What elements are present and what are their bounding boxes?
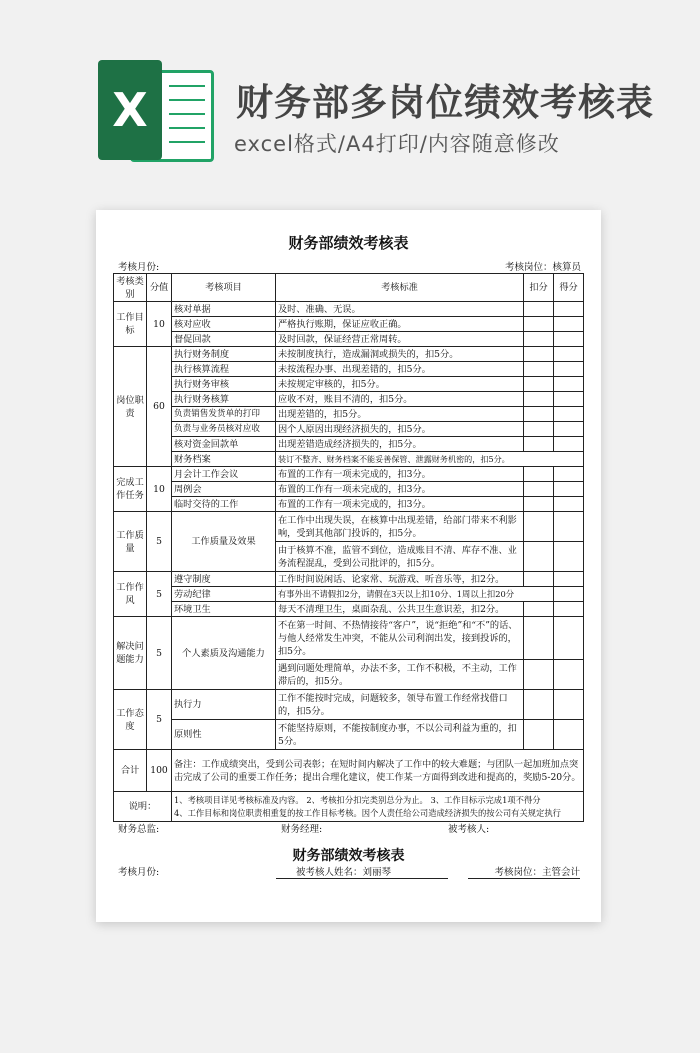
total-label: 合计: [114, 750, 147, 792]
deduct-cell[interactable]: [524, 720, 554, 750]
table-row: [114, 572, 584, 587]
got-cell[interactable]: [554, 602, 584, 617]
standard-cell: 有事外出不请假扣2分，请假在3天以上扣10分、1周以上扣20分: [276, 587, 554, 602]
post-label: 考核岗位：核算员: [504, 262, 581, 273]
standard-cell: 出现差错造成经济损失的，扣5分。: [276, 437, 524, 452]
deduct-cell[interactable]: [524, 617, 554, 660]
standard-cell: 工作时间说闲话、论家常、玩游戏、听音乐等，扣2分。: [276, 572, 524, 587]
got-cell[interactable]: [554, 587, 584, 602]
item-cell: 环境卫生: [172, 602, 276, 617]
standard-cell: 遇到问题处理简单，办法不多，工作不积极，不主动，工作滞后的，扣5分。: [276, 660, 524, 690]
table-row: [114, 452, 584, 467]
deduct-cell[interactable]: [524, 542, 554, 572]
col-category-header: 考核类别: [114, 274, 147, 302]
item-cell: 执行财务制度: [172, 347, 276, 362]
standard-cell: 工作不能按时完成，问题较多，领导布置工作经常找借口的，扣5分。: [276, 690, 524, 720]
table-row: [114, 347, 584, 362]
table-row: [114, 587, 584, 602]
standard-cell: 因个人原因出现经济损失的，扣5分。: [276, 422, 524, 437]
deduct-cell[interactable]: [524, 422, 554, 437]
standard-cell: 及时、准确、无误。: [276, 302, 524, 317]
deduct-cell[interactable]: [524, 602, 554, 617]
total-score: 100: [147, 750, 172, 792]
document-page: [96, 210, 601, 922]
got-cell[interactable]: [554, 362, 584, 377]
item-cell: 个人素质及沟通能力: [172, 617, 276, 690]
got-cell[interactable]: [554, 422, 584, 437]
table-row: [114, 377, 584, 392]
got-cell[interactable]: [554, 437, 584, 452]
second-name-text: 被考核人姓名：刘丽琴: [296, 867, 392, 878]
table-row: [114, 332, 584, 347]
standard-cell: 应收不对，账目不清的，扣5分。: [276, 392, 524, 407]
got-cell[interactable]: [554, 377, 584, 392]
second-document-title: 财务部绩效考核表: [292, 848, 405, 864]
item-cell: 执行财务核算: [172, 392, 276, 407]
deduct-cell[interactable]: [524, 347, 554, 362]
got-cell[interactable]: [554, 407, 584, 422]
got-cell[interactable]: [554, 690, 584, 720]
item-cell: 核对应收: [172, 317, 276, 332]
manager-signature-label: 财务经理:: [281, 824, 323, 835]
deduct-cell[interactable]: [524, 437, 554, 452]
table-row: [114, 302, 584, 317]
got-cell[interactable]: [554, 317, 584, 332]
got-cell[interactable]: [554, 332, 584, 347]
got-cell[interactable]: [554, 467, 584, 482]
category-cell: 工作态度: [114, 690, 147, 750]
item-cell: 负责与业务员核对应收: [172, 422, 276, 437]
got-cell[interactable]: [554, 512, 584, 542]
standard-cell: 装订不整齐、财务档案不能妥善保管、泄露财务机密的，扣5分。: [276, 452, 584, 467]
director-signature-label: 财务总监:: [118, 824, 160, 835]
item-cell: 核对资金回款单: [172, 437, 276, 452]
item-cell: 执行财务审核: [172, 377, 276, 392]
deduct-cell[interactable]: [524, 332, 554, 347]
table-row: [114, 392, 584, 407]
got-cell[interactable]: [554, 572, 584, 587]
score-cell: 10: [147, 302, 172, 347]
table-row: [114, 437, 584, 452]
standard-cell: 布置的工作有一项未完成的，扣3分。: [276, 467, 524, 482]
excel-logo-icon: [98, 60, 210, 160]
item-cell: 执行核算流程: [172, 362, 276, 377]
item-cell: 月会计工作会议: [172, 467, 276, 482]
got-cell[interactable]: [554, 720, 584, 750]
second-name-label: [276, 864, 448, 879]
second-month-label: 考核月份:: [118, 867, 160, 878]
excel-x-badge: X: [98, 60, 162, 160]
standard-cell: 未按规定审核的，扣5分。: [276, 377, 524, 392]
item-cell: 财务档案: [172, 452, 276, 467]
item-cell: 负责销售发货单的打印: [172, 407, 276, 422]
document-title: 财务部绩效考核表: [288, 234, 409, 252]
category-cell: 工作作风: [114, 572, 147, 617]
table-row: [114, 497, 584, 512]
score-cell: 5: [147, 690, 172, 750]
col-deduct-header: 扣分: [524, 274, 554, 302]
got-cell[interactable]: [554, 497, 584, 512]
standard-cell: 未按制度执行，造成漏洞或损失的，扣5分。: [276, 347, 524, 362]
table-row: [114, 317, 584, 332]
item-cell: 原则性: [172, 720, 276, 750]
got-cell[interactable]: [554, 302, 584, 317]
table-row: [114, 422, 584, 437]
item-cell: 劳动纪律: [172, 587, 276, 602]
deduct-cell[interactable]: [524, 317, 554, 332]
table-row: [114, 407, 584, 422]
table-row: [114, 467, 584, 482]
hero-title: 财务部多岗位绩效考核表: [236, 81, 654, 124]
total-row: [114, 750, 584, 792]
standard-cell: 及时回款，保证经营正常周转。: [276, 332, 524, 347]
got-cell[interactable]: [554, 660, 584, 690]
table-row: [114, 602, 584, 617]
table-row: [114, 512, 584, 542]
deduct-cell[interactable]: [524, 572, 554, 587]
col-item-header: 考核项目: [172, 274, 276, 302]
item-cell: 核对单据: [172, 302, 276, 317]
deduct-cell[interactable]: [524, 512, 554, 542]
note-row: [114, 792, 584, 822]
score-cell: 5: [147, 617, 172, 690]
note-text: [172, 792, 584, 822]
col-got-header: 得分: [554, 274, 584, 302]
category-cell: 完成工作任务: [114, 467, 147, 512]
deduct-cell[interactable]: [524, 377, 554, 392]
score-cell: 60: [147, 347, 172, 467]
table-row: [114, 362, 584, 377]
item-cell: 执行力: [172, 690, 276, 720]
assessment-table: [113, 273, 584, 822]
item-cell: 周例会: [172, 482, 276, 497]
deduct-cell[interactable]: [524, 407, 554, 422]
standard-cell: 布置的工作有一项未完成的，扣3分。: [276, 482, 524, 497]
note-label: 说明：: [114, 792, 172, 822]
category-cell: 岗位职责: [114, 347, 147, 467]
item-cell: 临时交待的工作: [172, 497, 276, 512]
score-cell: 5: [147, 572, 172, 617]
hero-subtitle: excel格式/A4打印/内容随意修改: [234, 132, 560, 156]
note-line-1: 1、考核项目详见考核标准及内容。 2、考核扣分扣完类别总分为止。 3、工作目标示完成1项不得分: [174, 794, 541, 805]
deduct-cell[interactable]: [524, 482, 554, 497]
deduct-cell[interactable]: [524, 302, 554, 317]
deduct-cell[interactable]: [524, 467, 554, 482]
standard-cell: 未按流程办事、出现差错的，扣5分。: [276, 362, 524, 377]
col-standard-header: 考核标准: [276, 274, 524, 302]
assessee-signature-label: 被考核人:: [448, 824, 490, 835]
got-cell[interactable]: [554, 392, 584, 407]
standard-cell: 严格执行账期，保证应收正确。: [276, 317, 524, 332]
score-cell: 10: [147, 467, 172, 512]
table-row: [114, 720, 584, 750]
standard-cell: 不在第一时间、不热情接待“客户”，说“拒绝”和“不”的话、与他人经常发生冲突，不能从公司利润出发，接到投诉的，扣5分。: [276, 617, 524, 660]
got-cell[interactable]: [554, 482, 584, 497]
standard-cell: 由于核算不准，监管不到位，造成账目不清、库存不准、业务流程混乱，受到公司批评的，扣5分。: [276, 542, 524, 572]
deduct-cell[interactable]: [524, 362, 554, 377]
col-score-header: 分值: [147, 274, 172, 302]
standard-cell: 不能坚持原则，不能按制度办事，不以公司利益为重的，扣5分。: [276, 720, 524, 750]
deduct-cell[interactable]: [524, 497, 554, 512]
month-label: 考核月份:: [118, 262, 160, 273]
got-cell[interactable]: [554, 347, 584, 362]
standard-cell: 每天不清理卫生，桌面杂乱、公共卫生意识差，扣2分。: [276, 602, 524, 617]
note-line-2: 4、工作目标和岗位职责相重复的按工作目标考核。因个人责任给公司造成经济损失的按公司有关规定执行: [174, 807, 561, 818]
category-cell: 解决问题能力: [114, 617, 147, 690]
category-cell: 工作质量: [114, 512, 147, 572]
deduct-cell[interactable]: [524, 660, 554, 690]
standard-cell: 在工作中出现失误，在核算中出现差错，给部门带来不利影响，受到其他部门投诉的，扣5分。: [276, 512, 524, 542]
table-row: [114, 482, 584, 497]
item-cell: 督促回款: [172, 332, 276, 347]
got-cell[interactable]: [554, 617, 584, 660]
deduct-cell[interactable]: [524, 690, 554, 720]
category-cell: 工作目标: [114, 302, 147, 347]
got-cell[interactable]: [554, 542, 584, 572]
second-post-label: 考核岗位：主管会计: [468, 864, 580, 879]
table-row: [114, 617, 584, 660]
item-cell: 遵守制度: [172, 572, 276, 587]
score-cell: 5: [147, 512, 172, 572]
item-cell: 工作质量及效果: [172, 512, 276, 572]
deduct-cell[interactable]: [524, 392, 554, 407]
table-header-row: [114, 274, 584, 302]
total-remark: 备注：工作成绩突出，受到公司表彰；在短时间内解决了工作中的较大难题；与团队一起加班加点突击完成了公司的重要工作任务；提出合理化建议，使工作某一方面得到改进和提高的，奖励5-20分。: [172, 750, 584, 792]
standard-cell: 布置的工作有一项未完成的，扣3分。: [276, 497, 524, 512]
table-row: [114, 690, 584, 720]
standard-cell: 出现差错的，扣5分。: [276, 407, 524, 422]
